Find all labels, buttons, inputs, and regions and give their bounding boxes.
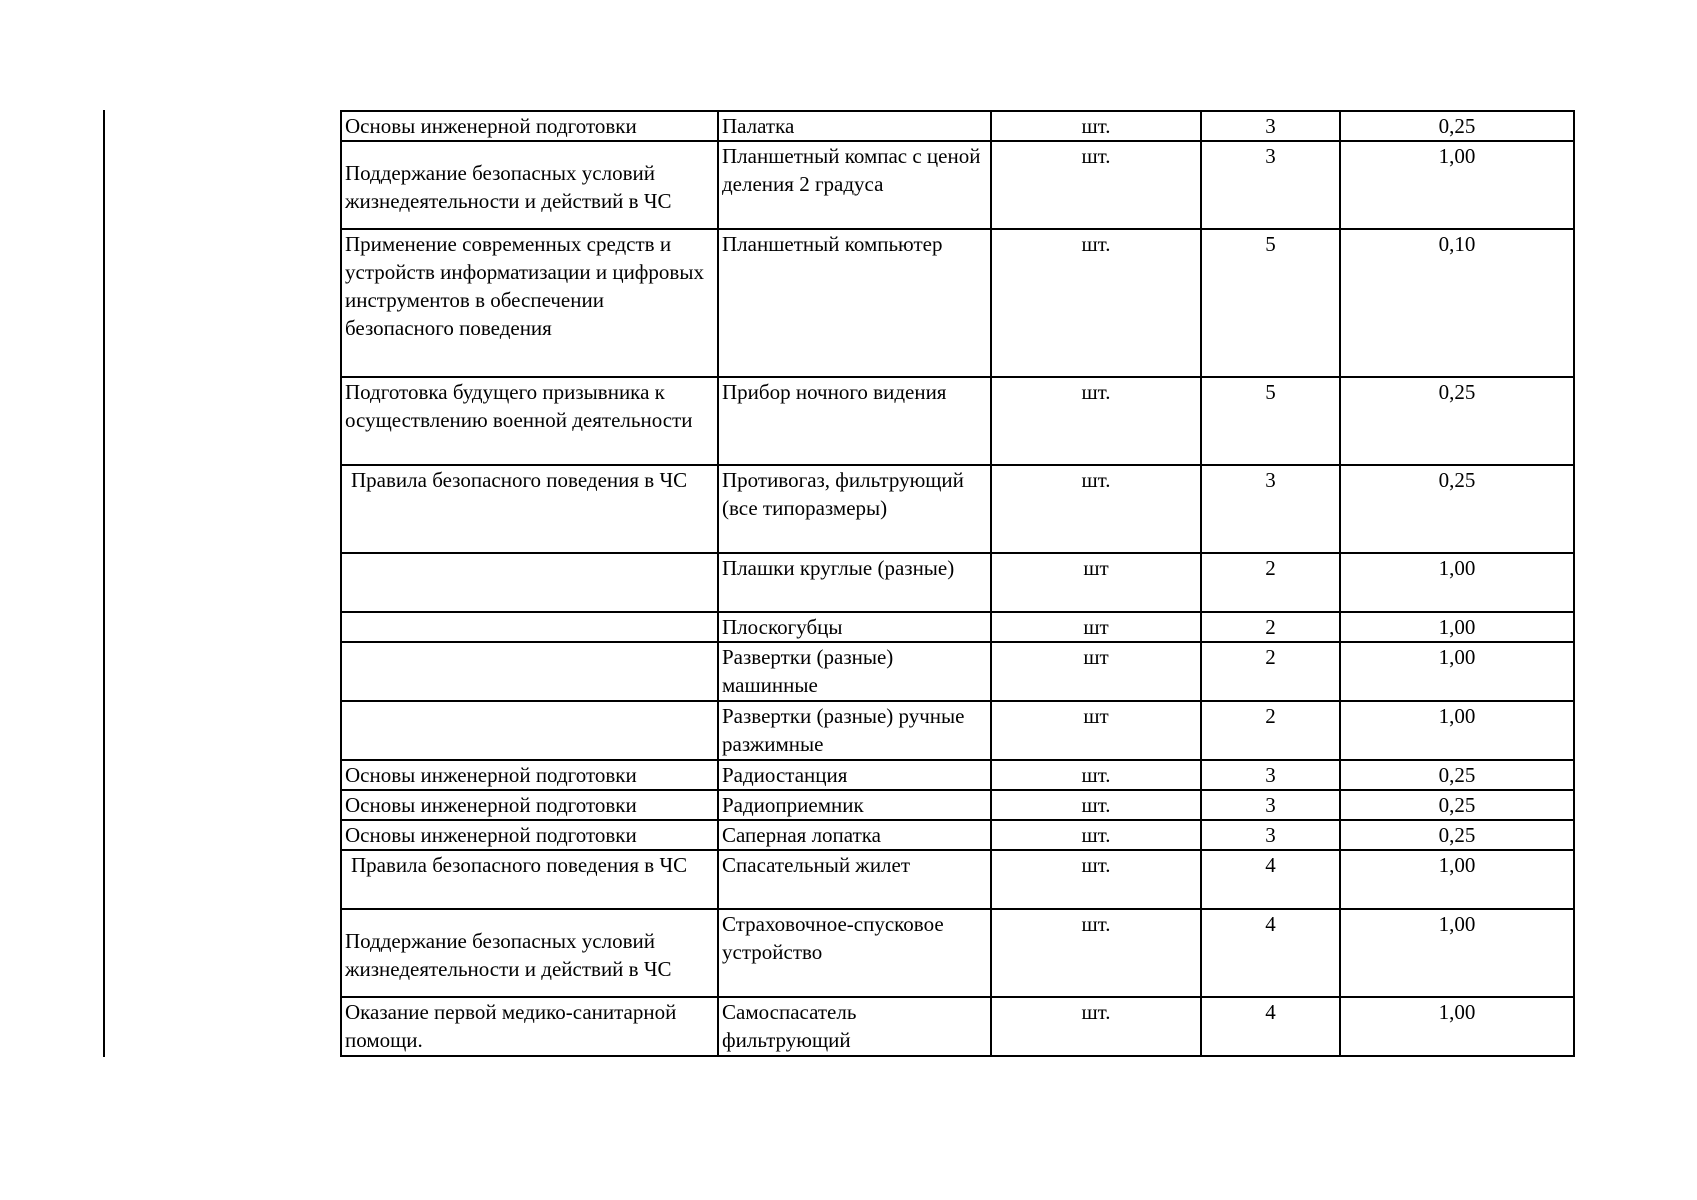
unit-cell: шт. [991, 377, 1201, 465]
quantity-cell: 2 [1201, 553, 1340, 612]
page-margin-rule [103, 110, 105, 1057]
section-text: Поддержание безопасных условий жизнедеятельности и действий в ЧС [345, 929, 672, 981]
table-row [341, 642, 1574, 701]
section-cell [341, 465, 718, 553]
table-row [341, 760, 1574, 790]
section-cell: Основы инженерной подготовки [341, 820, 718, 850]
section-text: Правила безопасного поведения в ЧС [351, 853, 688, 877]
unit-cell: шт. [991, 909, 1201, 997]
item-name-cell: Развертки (разные) ручные разжимные [718, 701, 991, 760]
quantity-cell: 3 [1201, 465, 1340, 553]
section-cell [341, 701, 718, 760]
table-row [341, 612, 1574, 642]
item-name-cell: Страховочное-спусковое устройство [718, 909, 991, 997]
quantity-cell: 2 [1201, 701, 1340, 760]
unit-cell: шт [991, 701, 1201, 760]
quantity-cell: 5 [1201, 377, 1340, 465]
item-name-cell: Планшетный компас с ценой деления 2 градуса [718, 141, 991, 229]
period-cell: 0,25 [1340, 790, 1574, 820]
section-cell [341, 642, 718, 701]
period-cell: 1,00 [1340, 701, 1574, 760]
item-name-cell: Радиостанция [718, 760, 991, 790]
section-cell: Основы инженерной подготовки [341, 760, 718, 790]
section-cell: Основы инженерной подготовки [341, 111, 718, 141]
section-cell: Оказание первой медико-санитарной помощи. [341, 997, 718, 1056]
period-cell: 0,25 [1340, 377, 1574, 465]
item-name-cell: Планшетный компьютер [718, 229, 991, 377]
unit-cell: шт. [991, 760, 1201, 790]
table-row [341, 553, 1574, 612]
period-cell: 1,00 [1340, 997, 1574, 1056]
table-row [341, 850, 1574, 909]
section-cell [341, 909, 718, 997]
unit-cell: шт. [991, 997, 1201, 1056]
table-row [341, 111, 1574, 141]
table-row [341, 141, 1574, 229]
unit-cell: шт. [991, 111, 1201, 141]
period-cell: 1,00 [1340, 642, 1574, 701]
quantity-cell: 2 [1201, 642, 1340, 701]
section-cell: Подготовка будущего призывника к осуществлению военной деятельности [341, 377, 718, 465]
section-text: Поддержание безопасных условий жизнедеятельности и действий в ЧС [345, 161, 672, 213]
section-cell [341, 850, 718, 909]
quantity-cell: 3 [1201, 141, 1340, 229]
item-name-cell: Противогаз, фильтрующий (все типоразмеры) [718, 465, 991, 553]
unit-cell: шт. [991, 141, 1201, 229]
table-row [341, 465, 1574, 553]
period-cell: 0,25 [1340, 111, 1574, 141]
unit-cell: шт [991, 642, 1201, 701]
period-cell: 1,00 [1340, 553, 1574, 612]
item-name-cell: Плоскогубцы [718, 612, 991, 642]
unit-cell: шт. [991, 850, 1201, 909]
table-row [341, 820, 1574, 850]
period-cell: 0,10 [1340, 229, 1574, 377]
period-cell: 0,25 [1340, 760, 1574, 790]
period-cell: 0,25 [1340, 465, 1574, 553]
unit-cell: шт. [991, 790, 1201, 820]
table-row [341, 909, 1574, 997]
unit-cell: шт. [991, 820, 1201, 850]
section-cell: Основы инженерной подготовки [341, 790, 718, 820]
quantity-cell: 3 [1201, 760, 1340, 790]
quantity-cell: 5 [1201, 229, 1340, 377]
section-cell: Применение современных средств и устройств информатизации и цифровых инструментов в обеспечении безопасного поведения [341, 229, 718, 377]
unit-cell: шт. [991, 465, 1201, 553]
section-text: Правила безопасного поведения в ЧС [351, 468, 688, 492]
period-cell: 1,00 [1340, 909, 1574, 997]
period-cell: 1,00 [1340, 850, 1574, 909]
item-name-cell: Спасательный жилет [718, 850, 991, 909]
quantity-cell: 4 [1201, 909, 1340, 997]
quantity-cell: 2 [1201, 612, 1340, 642]
quantity-cell: 4 [1201, 850, 1340, 909]
section-cell [341, 612, 718, 642]
period-cell: 1,00 [1340, 141, 1574, 229]
table-row [341, 790, 1574, 820]
unit-cell: шт [991, 612, 1201, 642]
table-row [341, 997, 1574, 1056]
quantity-cell: 3 [1201, 111, 1340, 141]
item-name-cell: Прибор ночного видения [718, 377, 991, 465]
item-name-cell: Саперная лопатка [718, 820, 991, 850]
table-row [341, 701, 1574, 760]
unit-cell: шт. [991, 229, 1201, 377]
item-name-cell: Радиоприемник [718, 790, 991, 820]
item-name-cell: Палатка [718, 111, 991, 141]
equipment-table [340, 110, 1575, 1057]
quantity-cell: 4 [1201, 997, 1340, 1056]
section-cell [341, 553, 718, 612]
table-row [341, 377, 1574, 465]
quantity-cell: 3 [1201, 820, 1340, 850]
section-cell [341, 141, 718, 229]
table-row [341, 229, 1574, 377]
period-cell: 0,25 [1340, 820, 1574, 850]
unit-cell: шт [991, 553, 1201, 612]
quantity-cell: 3 [1201, 790, 1340, 820]
item-name-cell: Плашки круглые (разные) [718, 553, 991, 612]
item-name-cell: Развертки (разные) машинные [718, 642, 991, 701]
period-cell: 1,00 [1340, 612, 1574, 642]
item-name-cell: Самоспасатель фильтрующий [718, 997, 991, 1056]
